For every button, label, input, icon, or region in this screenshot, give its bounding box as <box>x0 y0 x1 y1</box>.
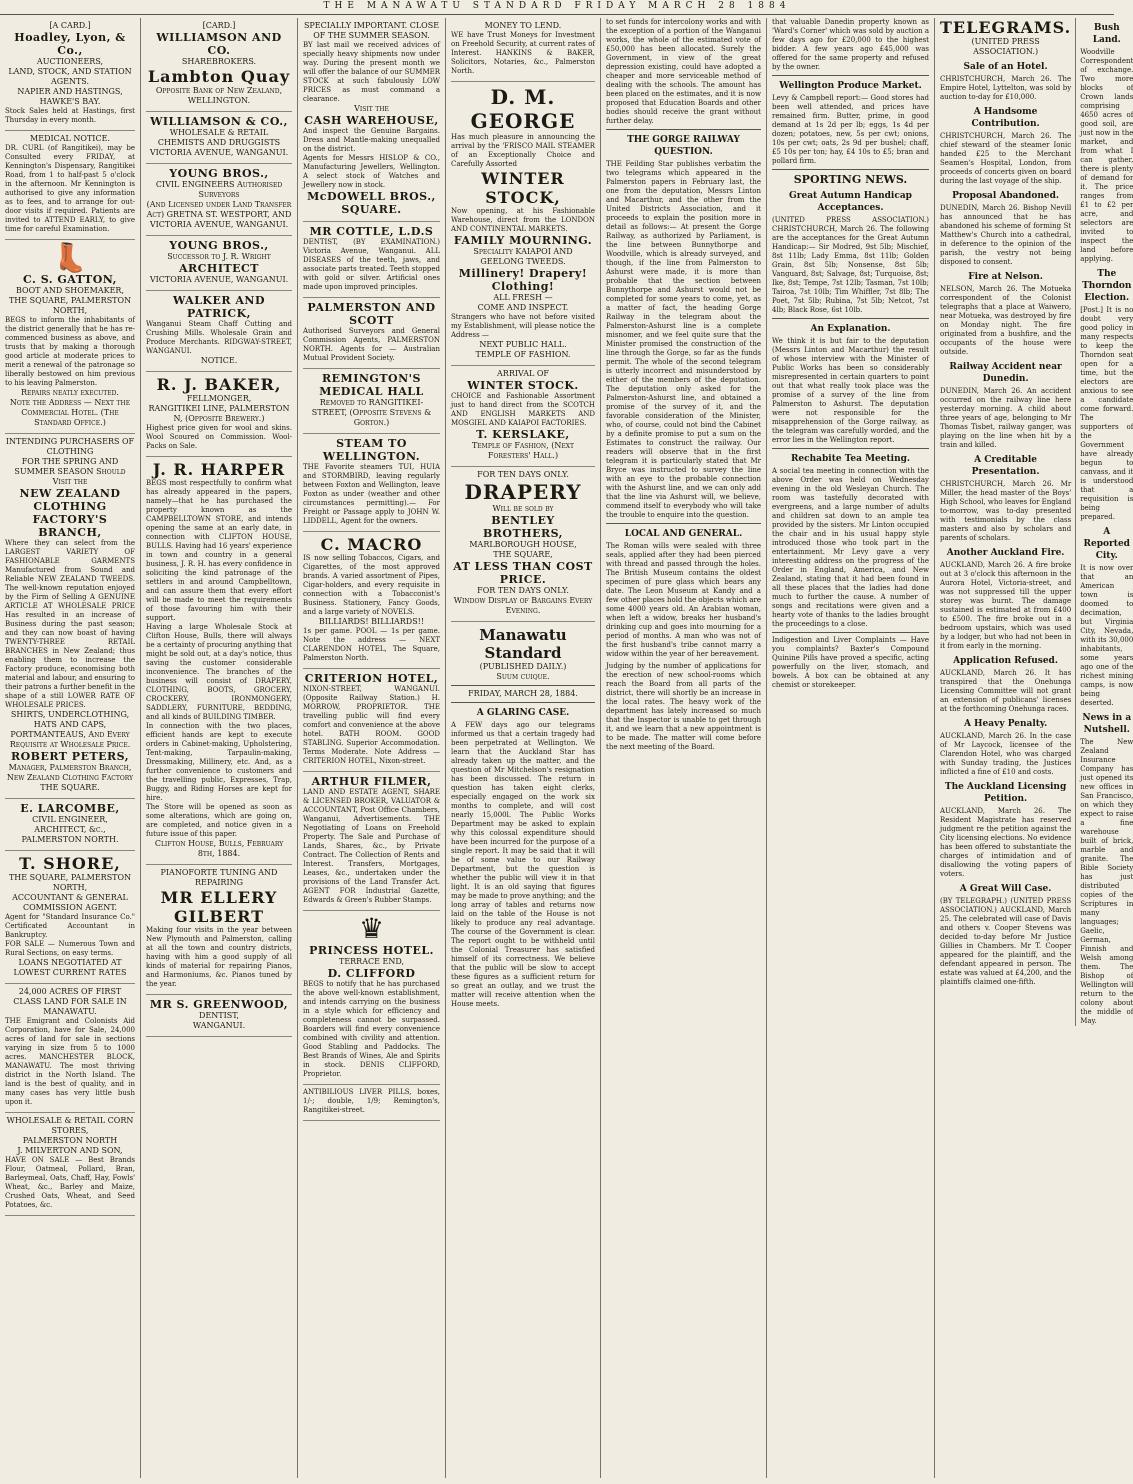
macro-ad <box>303 532 440 669</box>
ad-name: CRITERION HOTEL, <box>304 672 439 685</box>
article-heading: LOCAL AND GENERAL. <box>624 529 743 539</box>
ad-note: Stock Sales held at Hastings, first Thursday in every month. <box>5 107 135 124</box>
ad-name: J. R. HARPER <box>152 460 286 479</box>
ad-place: TERRACE END, <box>338 957 404 966</box>
crown-icon: ♛ <box>358 912 385 945</box>
ad-place: VICTORIA AVENUE, WANGANUI. <box>149 275 289 284</box>
ad-role: SHAREBROKERS. <box>181 57 257 66</box>
bentley-ad <box>451 467 595 622</box>
steam-ad <box>303 434 440 532</box>
ad-name: J. MILVERTON AND SON, <box>17 1146 123 1155</box>
ad-text: BEGS most respectfully to confirm what has already appeared in the papers, namely—that he has purchased the property known as the CAMPBELLTOWN STORE, and intends opening the same at an early date, in connection with CLIFTON HOUSE, BULLS. Having had 16 years' experience in town and country in a general business, J. R. H. has every confidence in soliciting the kind patronage of the settlers in and around Campbelltown, and can assure them that every effort will be made to meet the requirements of those favouring him with their support. <box>146 479 292 622</box>
ad-address: TEMPLE OF FASHION. <box>475 350 571 359</box>
article-heading: Application Refused. <box>953 656 1058 666</box>
ad-text: THE Emigrant and Colonists Aid Corporation, have for Sale, 24,000 acres of land for sale in sections varying in size from 5 to 1000 acres. MANCHESTER BLOCK, MANAWATU. The most thriving district in the North Island. The land is the best of quality, and in many cases has very little bush upon it. <box>5 1017 135 1106</box>
remington-ad <box>303 369 440 434</box>
article-text: We think it is but fair to the deputation (Messrs Linton and Macarthur) the result of whose interview with the Minister of Public Works has been so considerably misrepresented in certain quarters to point out that what really took place was the promise of a survey of the line from Palmerston to Ashurst. The deputation were not responsible for the misapprehension of the Gorge railway, as the telegram was carefully worded, and the error lies in the Wellington report. <box>772 337 929 444</box>
ad-text: Highest price given for wool and skins. Wool Scoured on Commission. Wool-Packs on Sale. <box>146 424 292 450</box>
column-1 <box>0 18 141 1478</box>
ad-note: SHIRTS, UNDERCLOTHING, HATS AND CAPS, PORTMANTEAUS, And Every Requisite at Wholesale Price. <box>9 710 131 749</box>
ad-role: Manager, Palmerston Branch, New Zealand Clothing Factory THE SQUARE. <box>6 763 134 792</box>
clothing-ad <box>5 434 135 799</box>
article-heading: The Auckland Licensing Petition. <box>944 782 1067 804</box>
article-text: A social tea meeting in connection with the above Order was held on Wednesday evening in the old Wesleyan Church. The room was tastefully decorated with evergreens, and a large number of adults and children sat down to an ample tea provided by the sisters. Mr Linton occupied the chair and in his usual happy style introduced those who took part in the entertainment. Mr Levy gave a very interesting address on the progress of the Order in England, America, and New Zealand, stating that it had been found in all these places that the ladies had done much to further the cause. A number of songs and recitations were given and a hearty vote of thanks to the ladies brought the proceedings to a close. <box>772 467 929 628</box>
ad-name: WILLIAMSON & CO., <box>150 115 288 128</box>
ad-text: LAND AND ESTATE AGENT, SHARE & LICENSED BROKER, VALUATOR & ACCOUNTANT, Post Office Chambers, Wanganui, Advertisements. THE Negotiating of Loans on Freehold Property. The Sale and Purchase of Lands, Shares, &c., by Private Contract. The Collection of Rents and Interest. Transfers, Mortgages, Leases, &c., undertaken under the provisions of the Land Transfer Act. AGENT FOR Industrial Gazette, Edwards & Green's Rubber Stamps. <box>303 788 440 904</box>
article-text: Woodville Correspondent of exchange. Two more blocks of Crown lands comprising 4650 acres of good soil, are just now in the market, and from what I can gather, there is plenty of demand for it. The price ranges from £1 to £2 per acre, and selectors are invited to inspect the land before applying. <box>1080 48 1133 263</box>
ad-note: ALL FRESH — <box>493 293 553 302</box>
article-heading: A GLARING CASE. <box>476 708 570 718</box>
ad-name: MR ELLERY GILBERT <box>160 888 278 926</box>
ad-heading: WINTER STOCK. <box>467 379 579 392</box>
walker-ad <box>146 291 292 372</box>
ad-heading: Lambton Quay <box>147 67 291 86</box>
kerslake-ad <box>451 366 595 467</box>
ad-text: Strangers who have not before visited my Establishment, will please notice the Address — <box>451 313 595 339</box>
ad-note: Will be sold by <box>492 504 554 513</box>
column-5 <box>601 18 767 1478</box>
article-heading: Another Auckland Fire. <box>946 548 1065 558</box>
ad-place: Temple of Fashion, (Next Foresters' Hall.) <box>471 441 575 460</box>
ad-heading: WINTER STOCK, <box>481 169 565 207</box>
newspaper-title: Manawatu Standard <box>479 626 567 662</box>
ad-text: Has much pleasure in announcing the arrival by the 'FRISCO MAIL STEAMER of an Exceptionally Choice and Carefully Assorted <box>451 133 595 168</box>
ad-role: DENTIST, <box>199 1011 239 1020</box>
ad-text: HAVE ON SALE — Best Brands Flour, Oatmeal, Pollard, Bran, Barleymeal, Oats, Chaff, Hay, Fowls' Wheat, &c., Barley and Maize, Crushed Oats, Wheat, and Seed Potatoes, &c. <box>5 1156 135 1209</box>
ad-heading: AT LESS THAN COST PRICE. <box>453 560 593 586</box>
ad-name: YOUNG BROS., <box>169 167 269 180</box>
cottle-ad <box>303 222 440 298</box>
ad-text: Authorised Surveyors and General Commission Agents, PALMERSTON NORTH. Agents for — Australian Mutual Provident Society. <box>303 327 440 362</box>
article-heading: A Handsome Contribution. <box>971 107 1040 129</box>
ad-note: Speciality KAIAPOI AND GEELONG TWEEDS. <box>473 247 573 266</box>
ad-name: T. SHORE, <box>19 854 121 873</box>
ad-heading: Millinery! Drapery! Clothing! <box>458 267 588 293</box>
ad-text: BEGS to notify that he has purchased the above well-known establishment, and intends carrying on the business in a style which for efficiency and completeness cannot be surpassed. Boarders will find every convenience combined with civility and attention. Good Stabling and Paddocks. The Best Brands of Wines, Ale and Spirits in stock. DENIS CLIFFORD, Proprietor. <box>303 980 440 1078</box>
article-text: AUCKLAND, March 26. The Resident Magistrate has reserved judgment re the petition against the City licensing elections. No evidence has been offered to substantiate the charges of intimidation and of disallowing the voting papers of voters. <box>940 807 1072 878</box>
article-text: AUCKLAND, March 26. A fire broke out at 3 o'clock this afternoon in the Aurora Hotel, Victoria-street, and was not suppressed till the upper storey was burnt. The damage sustained is estimated at from £400 to £500. The fire broke out in a bedroom upstairs, which was used by a lodger, but who had not been in it from early in the morning. <box>940 561 1072 650</box>
ad-heading: FAMILY MOURNING. <box>453 234 593 247</box>
ad-place: VICTORIA AVENUE, WANGANUI. <box>149 148 289 157</box>
ad-text: Where they can select from the LARGEST VARIETY OF FASHIONABLE GARMENTS Manufactured from Sound and Reliable NEW ZEALAND TWEEDS. The well-known reputation enjoyed by the Firm of Selling A GENUINE ARTICLE AT WHOLESALE PRICE Has resulted in an increase of Business during the past season; and they can now boast of having TWENTY-THREE RETAIL BRANCHES in New Zealand; thus enabling them to increase the Factory produce, economising both material and labour, and ensuring to their patrons a further benefit in the shape of a still LOWER RATE OF WHOLESALE PRICES. <box>5 539 135 709</box>
ad-subtitle: LAND, STOCK, AND STATION AGENTS. <box>8 67 132 86</box>
article-heading: Wellington Produce Market. <box>779 81 922 91</box>
young-architect-ad <box>146 236 292 291</box>
ad-role: CIVIL ENGINEER, ARCHITECT, &c., <box>32 815 108 834</box>
ad-note: Visit the <box>354 104 389 113</box>
ad-role: WHOLESALE & RETAIL CHEMISTS AND DRUGGISTS <box>157 128 281 147</box>
ad-text: IS now selling Tobaccos, Cigars, and Cigarettes, of the most approved brands. A varied assortment of Pipes, Cigar-holders, and every requisite in connection with a Tobacconist's Business. Stationery, Fancy Goods, and a large variety of NOVELS. <box>303 554 440 616</box>
article-heading: THE GORGE RAILWAY QUESTION. <box>627 135 740 157</box>
article-text: CHRISTCHURCH, March 26. Mr Miller, the head master of the Boys' High School, who leaves for England to-morrow, was to-day presented with testimonials by the class masters and also by scholars and parents of scholars. <box>940 480 1072 542</box>
ad-text: Removed to RANGITIKEI-STREET, (Opposite Stevens & Gorton.) <box>311 398 432 427</box>
ad-name: PRINCESS HOTEL. <box>309 944 434 957</box>
ad-place: RANGITIKEI LINE, PALMERSTON N, (Opposite Brewery.) <box>148 404 290 423</box>
article-text: (UNITED PRESS ASSOCIATION.) CHRISTCHURCH, March 26. The following are the acceptances for the Great Autumn Handicap:— Sir Modred, 9st 5lb; Mischief, 8st 11lb; Lady Emma, 8st 11lb; Golden Grain, 8st 5lb; Nonsense, 8st 5lb; Vanguard, 8st; Salvage, 8st; Turquoise, 8st; Ike, 8st; Tempe, 7st 12lb; Tasman, 7st 10lb; Tairoa, 7st 10lb; Tim Whiffler, 7st 8lb; The Poet, 7st 5lb; Rubina, 7st 5lb; Netcot, 7st 4lb; Black Rose, 6st 10lb. <box>772 216 929 314</box>
ad-heading: DRAPERY <box>464 480 582 504</box>
article-text: (BY TELEGRAPH.) (UNITED PRESS ASSOCIATION.) AUCKLAND, March 25. The celebrated will case of Davis and others v. Cooper Stevens was decided to-day before Mr Justice Gillies in Chambers. Mr T. Cooper appeared for the plaintiff, and the defendant appeared in person. The estate was valued at £4,200, and the plaintiffs claimed one-fifth. <box>940 897 1072 986</box>
article-text: CHRISTCHURCH, March 26. The chief steward of the steamer Ionic handed £25 to the Merchant Seamen's Hospital, London, from proceeds of concerts given on board during the last voyage of the ship. <box>940 132 1072 185</box>
ad-text: 1s per game. POOL — 1s per game. Note the address — NEXT CLARENDON HOTEL, The Square, Palmerston North. <box>303 627 440 662</box>
article-text: Judging by the number of applications for the erection of new school-rooms which reach the Board from all parts of the district, there will shortly be an increase in the local rates. The heavy work of the department has lately increased so much that the Inspector is unable to get through it, and we learn that a new appointment is to be made. The matter will come before the next meeting of the Board. <box>606 662 761 751</box>
ad-place: THE SQUARE, PALMERSTON NORTH, <box>8 873 132 892</box>
editorial-header <box>451 622 595 703</box>
ad-name: T. KERSLAKE, <box>476 428 570 441</box>
ad-heading: NOTICE. <box>200 356 238 365</box>
ad-heading: 24,000 ACRES OF FIRST CLASS LAND FOR SALE IN MANAWATU. <box>13 987 127 1016</box>
ad-name: C. MACRO <box>320 535 423 554</box>
ad-name: ARTHUR FILMER, <box>311 775 432 788</box>
ad-name: REMINGTON'S <box>322 372 421 385</box>
article-text: to set funds for intercolony works and with the exception of a portion of the Wanganui works, the whole of the estimated vote of £50,000 has been allocated. Surely the Government, in view of the great depression existing, could have adopted a cheaper and more serviceable method of dealing with the schools. The amount has been placed on the estimates, and it is now proposed that Education Boards and other bodies should receive the grant without further delay. <box>606 18 761 125</box>
ad-name: YOUNG BROS., <box>169 239 269 252</box>
issue-date: FRIDAY, MARCH 28, 1884. <box>468 689 578 698</box>
ad-name: PALMERSTON AND SCOTT <box>307 301 436 327</box>
ad-text: THE Favorite steamers TUI, HUIA and STORMBIRD, leaving regularly between Foxton and Wellington, leave Foxton as under (weather and other circumstances permitting).— For Freight or Passage apply to JOHN W. LIDDELL, Agent for the owners. <box>303 463 440 525</box>
ad-text: Wanganui Steam Chaff Cutting and Crushing Mills. Wholesale Grain and Produce Merchants. RIDGWAY-STREET, WANGANUI. <box>146 320 292 355</box>
shore-ad <box>5 851 135 984</box>
ad-heading: WHOLESALE & RETAIL CORN STORES, <box>6 1116 134 1135</box>
hoadley-ad <box>5 18 135 131</box>
land-ad <box>5 984 135 1113</box>
article-text: It is now over that an American town is doomed to decimation, but Virginia City, Nevada, with its 30,000 inhabitants, some years ago one of the richest mining camps, is now being deserted. <box>1080 564 1133 707</box>
ad-note: Window Display of Bargains Every Evening. <box>453 596 593 615</box>
ad-text: ANTIBILIOUS LIVER PILLS, boxes, 1/-; double, 1/9; Remington's, Rangitikei-street. <box>303 1088 440 1114</box>
ad-place: PALMERSTON NORTH <box>22 1136 118 1145</box>
ad-text: BY last mail we received advices of specially heavy shipments now under way. During the present month we will offer the balance of our SUMMER STOCK at such fabulously LOW PRICES as must command a clearance. <box>303 41 440 103</box>
criterion-ad <box>303 669 440 772</box>
ad-text: NIXON-STREET, WANGANUI. (Opposite Railway Station.) H. MORROW, PROPRIETOR. THE travelling public will find every comfort and convenience at the above hotel. BATH ROOM. GOOD STABLING. Superior Accommodation. Terms Moderate. Note Address — CRITERION HOTEL, Nixon-street. <box>303 685 440 765</box>
masthead: THE MANAWATU STANDARD FRIDAY MARCH 28 1884 <box>0 0 1114 15</box>
column-2 <box>141 18 298 1478</box>
article-heading: A Heavy Penalty. <box>963 719 1048 729</box>
ad-card-label: [CARD.] <box>202 21 236 30</box>
piano-ad <box>146 865 292 995</box>
ad-heading: INTENDING PURCHASERS OF CLOTHING <box>5 437 135 456</box>
article-text: THE Feilding Star publishes verbatim the two telegrams which appeared in the Palmerston papers in February last, the one from the deputation, Messrs Linton and Macarthur, and the other from the United Districts Association, and it proceeds to explain the position more in detail as follows:— At present the Gorge Railway, as authorized by Parliament, is the line between Bunnythorpe and Woodville, which is already surveyed, and though, if the line from Palmerston to Ashurst were made, it is more than probable that the section between Bunnythorpe and Ashurst would not be completed for some years to come, yet, as a matter of fact, the heading Gorge Railway in the telegram about the Palmerston-Ashurst line is a complete misnomer, and we feel quite sure that the Minister promised the construction of the line through the Gorge, so far as the funds permit. The whole of the second telegram is utterly incorrect and misunderstood by either of the members of the deputation. The deputation only asked for the Palmerston-Ashurst line, and obtained a promise of the survey of it, and the favorable consideration of the Minister, who, of course, could not bind the Cabinet by a definite promise to put a sum on the Estimates to construct the railway. Our readers will observe that in the first telegram it is particularly stated that Mr Bryce was instructed to survey the line with an eye to the probable connection with the Ashurst line, and we can only add that the line via Ashurst will, we believe, commend itself to everybody who will take the trouble to enquire into the question. <box>606 160 761 519</box>
section-heading: MEDICAL NOTICE. <box>30 134 110 143</box>
gatton-ad <box>5 240 135 434</box>
article-text: Levy & Campbell report:— Good stores had been well attended, and prices have remained firm. Butter, prime, in good demand at 1s 2d per lb; eggs, 1s 4d per dozen; potatoes, new, 5s per cwt; onions, 10s per cwt; oats, 2s 9d per bushel; chaff, £5 10s per ton; hay, £4 10s to £5; bran and pollard firm. <box>772 94 929 165</box>
article-text: NELSON, March 26. The Motueka correspondent of the Colonist telegraphs that a place at Waiwero, near Motueka, was destroyed by fire on Monday night. The fire originated from a bushfire, and the occupants of the house were outside. <box>940 285 1072 356</box>
ad-note: Repairs neatly executed. <box>21 388 119 397</box>
article-text: The New Zealand Insurance Company has just opened its new offices in San Francisco, on which they expect to raise a fine warehouse built of brick, marble and granite. The Bible Society has just distributed copies of the Scriptures in many languages; Gaelic, German, Finnish and Welsh among them. The Bishop of Wellington will return to the colony about the middle of May. <box>1080 738 1133 1025</box>
ad-text: The Store will be opened as soon as some alterations, which are going on, are completed, and notice given in a future issue of this paper. <box>146 803 292 838</box>
ad-heading: SPECIALLY IMPORTANT. CLOSE OF THE SUMMER SEASON. <box>303 21 440 40</box>
ad-heading: ARRIVAL OF <box>497 369 549 378</box>
ad-place: Opposite Bank of New Zealand, WELLINGTON. <box>155 86 283 105</box>
article-text: DUNEDIN, March 26. Bishop Nevill has announced that he has abandoned his scheme of forming St Matthew's Church into a cathedral, in deference to the opinion of the parish, the vestry not being disposed to consent. <box>940 204 1072 266</box>
article-text: CHRISTCHURCH, March 26. The Empire Hotel, Lyttelton, was sold by auction to-day for £10,000. <box>940 75 1072 101</box>
article-heading: Railway Accident near Dunedin. <box>949 362 1062 384</box>
newspaper-motto: Suum cuique. <box>496 672 550 681</box>
ad-note: COME AND INSPECT. <box>477 303 569 312</box>
article-heading: Rechabite Tea Meeting. <box>790 454 911 464</box>
ad-place: MARLBOROUGH HOUSE, <box>469 540 577 549</box>
article-text: AUCKLAND, March 26. In the case of Mr Laycock, licensee of the Clarendon Hotel, who was charged with Sunday trading, the Justices inflicted a fine of £10 and costs. <box>940 732 1072 776</box>
telegrams-heading: TELEGRAMS. <box>940 18 1072 37</box>
ad-name: ROBERT PETERS, <box>10 750 130 763</box>
column-6 <box>767 18 935 1478</box>
ad-name: C. S. GATTON, <box>22 273 117 286</box>
ad-text: Now opening, at his Fashionable Warehouse, direct from the LONDON AND CONTINENTAL MARKETS. <box>451 207 595 233</box>
ad-place: THE SQUARE, PALMERSTON NORTH, <box>8 296 132 315</box>
liver-pills-ad <box>303 1085 440 1121</box>
article-text: Indigestion and Liver Complaints — Have you complaints? Baxter's Compound Quinine Pills have proved a specific, acting powerfully on the liver, stomach, and bowels. A box can be obtained at any chemist or storekeeper. <box>772 636 929 689</box>
ad-place: WANGANUI. <box>192 1021 246 1030</box>
ad-note: FOR TEN DAYS ONLY. <box>477 586 569 595</box>
notice-text: DR. CURL (of Rangitikei), may be Consulted every FRIDAY, at Kennington's Dispensary, Rangitikei Road, from 1 to half-past 5 o'clock in the afternoon. Mr Kennington is authorised to give any information as to fees, and to arrange for out-door visits if required. Patients are invited to ATTEND EARLY, to give time for careful Examination. <box>5 144 135 233</box>
ad-place: NAPIER AND HASTINGS, HAWKE'S BAY. <box>17 87 123 106</box>
filmer-ad <box>303 772 440 911</box>
baker-ad <box>146 372 292 457</box>
article-heading: Sale of an Hotel. <box>963 62 1048 72</box>
ad-card-label: [A CARD.] <box>49 21 91 30</box>
ad-name: D. M. GEORGE <box>470 85 576 133</box>
ad-text: Agents for Messrs HISLOP & CO., Manufacturing Jewellers, Wellington. A select stock of Watches and Jewellery now in stock. <box>303 154 440 189</box>
ad-text: BEGS to inform the inhabitants of the district generally that he has re-commenced business as above, and trusts that by making a thorough good article at moderate prices to merit a renewal of the patronage so liberally bestowed on him previous to his leaving Palmerston. <box>5 316 135 387</box>
ad-heading: STEAM TO WELLINGTON. <box>322 437 421 463</box>
ad-text: Having a large Wholesale Stock at Clifton House, Bulls, there will always be a certainty of procuring anything that might be sold out, at a day's notice, thus saving the customer considerable inconvenience. The branches of the business will consist of DRAPERY, CLOTHING, BOOTS, GROCERY, CROCKERY, IRONMONGERY, SADDLERY, FURNITURE, BEDDING, and all kinds of BUILDING TIMBER. <box>146 623 292 721</box>
article-heading: Bush Land. <box>1092 23 1121 45</box>
young-bros-ad <box>146 164 292 236</box>
ad-heading: BILLIARDS! BILLIARDS!! <box>318 617 425 626</box>
ad-name: Hoadley, Lyon, & Co., <box>14 31 126 57</box>
article-heading: SPORTING NEWS. <box>793 173 908 186</box>
ad-place: PALMERSTON NORTH. <box>21 835 119 844</box>
palmerston-scott-ad <box>303 298 440 369</box>
column-7 <box>935 18 1133 1478</box>
ad-text: DENTIST, (BY EXAMINATION.) Victoria Avenue, Wanganui. ALL DISEASES of the teeth, jaws, and associate parts treated. Teeth stopped with gold or silver. Artificial ones made upon improved principles. <box>303 238 440 291</box>
ad-text: Making four visits in the year between New Plymouth and Palmerston, calling at all the town and country districts, having with him a good supply of all kinds of material for repairing Pianos, and Harmoniums, &c. Pianos tuned by the year. <box>146 926 292 988</box>
ad-name: R. J. BAKER, <box>156 375 282 394</box>
ad-signature: Clifton House, Bulls, February 8th, 1884. <box>154 839 284 858</box>
ad-place: THE SQUARE, <box>493 550 553 559</box>
greenwood-ad <box>146 995 292 1037</box>
article-heading: An Explanation. <box>810 324 891 334</box>
corn-stores-ad <box>5 1113 135 1216</box>
ad-subtitle: Successor to J. R. Wright <box>167 252 271 261</box>
ad-heading: PIANOFORTE TUNING AND REPAIRING <box>160 868 278 887</box>
ad-text: FOR SALE — Numerous Town and Rural Sections, on easy terms. <box>5 940 135 957</box>
ad-name: MR S. GREENWOOD, <box>149 998 289 1011</box>
ad-address: NEXT PUBLIC HALL. <box>479 340 567 349</box>
ad-role: ARCHITECT <box>179 262 259 275</box>
ad-name: WALKER AND PATRICK, <box>173 294 265 320</box>
ad-heading: LOANS NEGOTIATED AT LOWEST CURRENT RATES <box>13 958 127 977</box>
ad-role: BOOT AND SHOEMAKER, <box>16 286 124 295</box>
ad-name: BENTLEY BROTHERS, <box>482 514 563 540</box>
article-heading: News in a Nutshell. <box>1082 713 1132 735</box>
ad-name: NEW ZEALAND CLOTHING FACTORY'S BRANCH, <box>19 487 121 539</box>
ad-text: Agent for "Standard Insurance Co." Certificated Accountant in Bankruptcy. <box>5 913 135 939</box>
ad-subtitle: MEDICAL HALL <box>319 385 424 398</box>
ad-heading: FOR TEN DAYS ONLY. <box>477 470 569 479</box>
news-column <box>1075 18 1133 1026</box>
ad-subtitle: FOR THE SPRING AND SUMMER SEASON Should Visit the <box>14 457 126 486</box>
ad-name: McDOWELL BROS., SQUARE. <box>307 190 436 216</box>
ad-text: In connection with the two places, efficient hands are kept to execute orders in Cabinet-making, Upholstering, Tent-making, Tarpaulin-making, Dressmaking, Millinery, etc. And, as a further convenience to customers and the travelling public, Expresses, Trap, Buggy, and Riding Horses are kept for hire. <box>146 722 292 802</box>
williamson-chemists-ad <box>146 112 292 164</box>
ad-address: Note the Address — Next the Commercial Hotel. (The Standard Office.) <box>9 398 131 427</box>
article-text: [Post.] It is no doubt very good policy in many respects to keep the Thorndon seat open for a time, but the electors are anxious to see a candidate come forward. The supporters of the Government have already begun to canvass, and it is understood that a requisition is being prepared. <box>1080 306 1133 521</box>
ad-role: AUCTIONEERS, <box>36 57 104 66</box>
ad-role: FELLMONGER, <box>186 394 252 403</box>
article-text: DUNEDIN, March 26. An accident occurred on the railway line here yesterday morning. A child about three years of age, belonging to Mr Thomas Tisbet, railway ganger, was playing on the line when hit by a train and killed. <box>940 387 1072 449</box>
newspaper-subtitle: (PUBLISHED DAILY.) <box>479 662 567 671</box>
williamson-ad <box>146 18 292 112</box>
medical-notice <box>5 131 135 240</box>
telegrams-source: (UNITED PRESS ASSOCIATION.) <box>971 37 1040 56</box>
article-text: AUCKLAND, March 26. It has transpired that the Onehunga Licensing Committee will not grant an extension of publicans' licenses at the forthcoming Onehunga races. <box>940 669 1072 713</box>
ad-name: WILLIAMSON AND CO. <box>156 31 282 57</box>
article-heading: Fire at Nelson. <box>968 272 1043 282</box>
article-subheading: Great Autumn Handicap Acceptances. <box>789 191 912 213</box>
ad-owner: D. CLIFFORD <box>327 967 416 980</box>
article-heading: Proposal Abandoned. <box>952 191 1060 201</box>
column-4 <box>446 18 601 1478</box>
ad-text: And inspect the Genuine Bargains. Dress and Mantle-making unequalled on the district. <box>303 127 440 153</box>
special-ad <box>303 18 440 222</box>
ad-name: CASH WAREHOUSE, <box>304 114 439 127</box>
article-heading: The Thorndon Election. <box>1082 269 1132 303</box>
ad-text: CHOICE and Fashionable Assortment just to hand direct from the SCOTCH AND ENGLISH MARKETS AND MOSGIEL AND KAIAPOI FACTORIES. <box>451 392 595 427</box>
ad-name: E. LARCOMBE, <box>20 802 120 815</box>
article-text: A FEW days ago our telegrams informed us that a certain tragedy had been perpetrated at Wellington. We learn that the Auckland Star has already taken up the matter, and the question of Mr Mitchelson's resignation has been discussed. The return in question has taken eight clerks, especially engaged on the work six months to complete, and will cost nearly 15,000l. The Public Works Department may be asked to explain why this colossal expenditure should have been incurred for the purpose of a single report. It may be said that it will be of some value to our Railway Department, but the question is whether the public will view it in that light. It is an old saying that figures may be made to prove anything; and the long array of tables and returns now laid on the table of the House is not likely to produce any real advantage. The course of the Government is clear. The report ought to be withheld until the Colonial Treasurer has satisfied himself of its correctness. We believe that the public will be slow to accept these figures as a sufficient return for so great an outlay, and we trust the matter will receive attention when the House meets. <box>451 721 595 1008</box>
larcombe-ad <box>5 799 135 851</box>
ad-role: CIVIL ENGINEERS Authorised Surveyors <box>155 180 283 199</box>
boot-icon: 👢 <box>52 241 88 274</box>
article-text: that valuable Danedin property known as 'Ward's Corner' which was sold by auction a few days ago for £20,000 to the highest bidder. A few years ago £45,000 was offered for the same property and refused by the owner. <box>772 18 929 71</box>
ad-role: ACCOUNTANT & GENERAL COMMISSION AGENT. <box>12 893 128 912</box>
ad-text: WE have Trust Moneys for Investment on Freehold Security, at current rates of Interest. HANKINS & BAKER, Solicitors, Notaries, &c., Palmerston North. <box>451 31 595 75</box>
george-ad <box>451 82 595 366</box>
article-heading: A Reported City. <box>1083 527 1130 561</box>
column-3 <box>298 18 446 1478</box>
princess-ad <box>303 911 440 1085</box>
article-text: The Roman wills were sealed with three seals, applied after they had been pierced with thread and passed through the holes. The British Museum contains the oldest specimen of pure glass which bears any date. The Leon Museum at Kandy and a few other places hold the objects which are some 4000 years old. An Arabian woman, when left a widow, breaks her husband's drinking cup and goes into mourning for a period of months. A man who was not of the first husband's tribe cannot marry a widow within the year of her bereavement. <box>606 542 761 658</box>
money-ad <box>451 18 595 82</box>
telegrams-column <box>940 18 1071 1026</box>
harper-ad <box>146 457 292 865</box>
article-heading: A Great Will Case. <box>959 884 1052 894</box>
ad-place: (And Licensed under Land Transfer Act) GRETNA ST. WESTPORT, AND VICTORIA AVENUE, WANGANUI. <box>146 200 292 229</box>
ad-name: MR COTTLE, L.D.S <box>309 225 434 238</box>
ad-heading: MONEY TO LEND. <box>484 21 562 30</box>
article-heading: A Creditable Presentation. <box>971 455 1040 477</box>
